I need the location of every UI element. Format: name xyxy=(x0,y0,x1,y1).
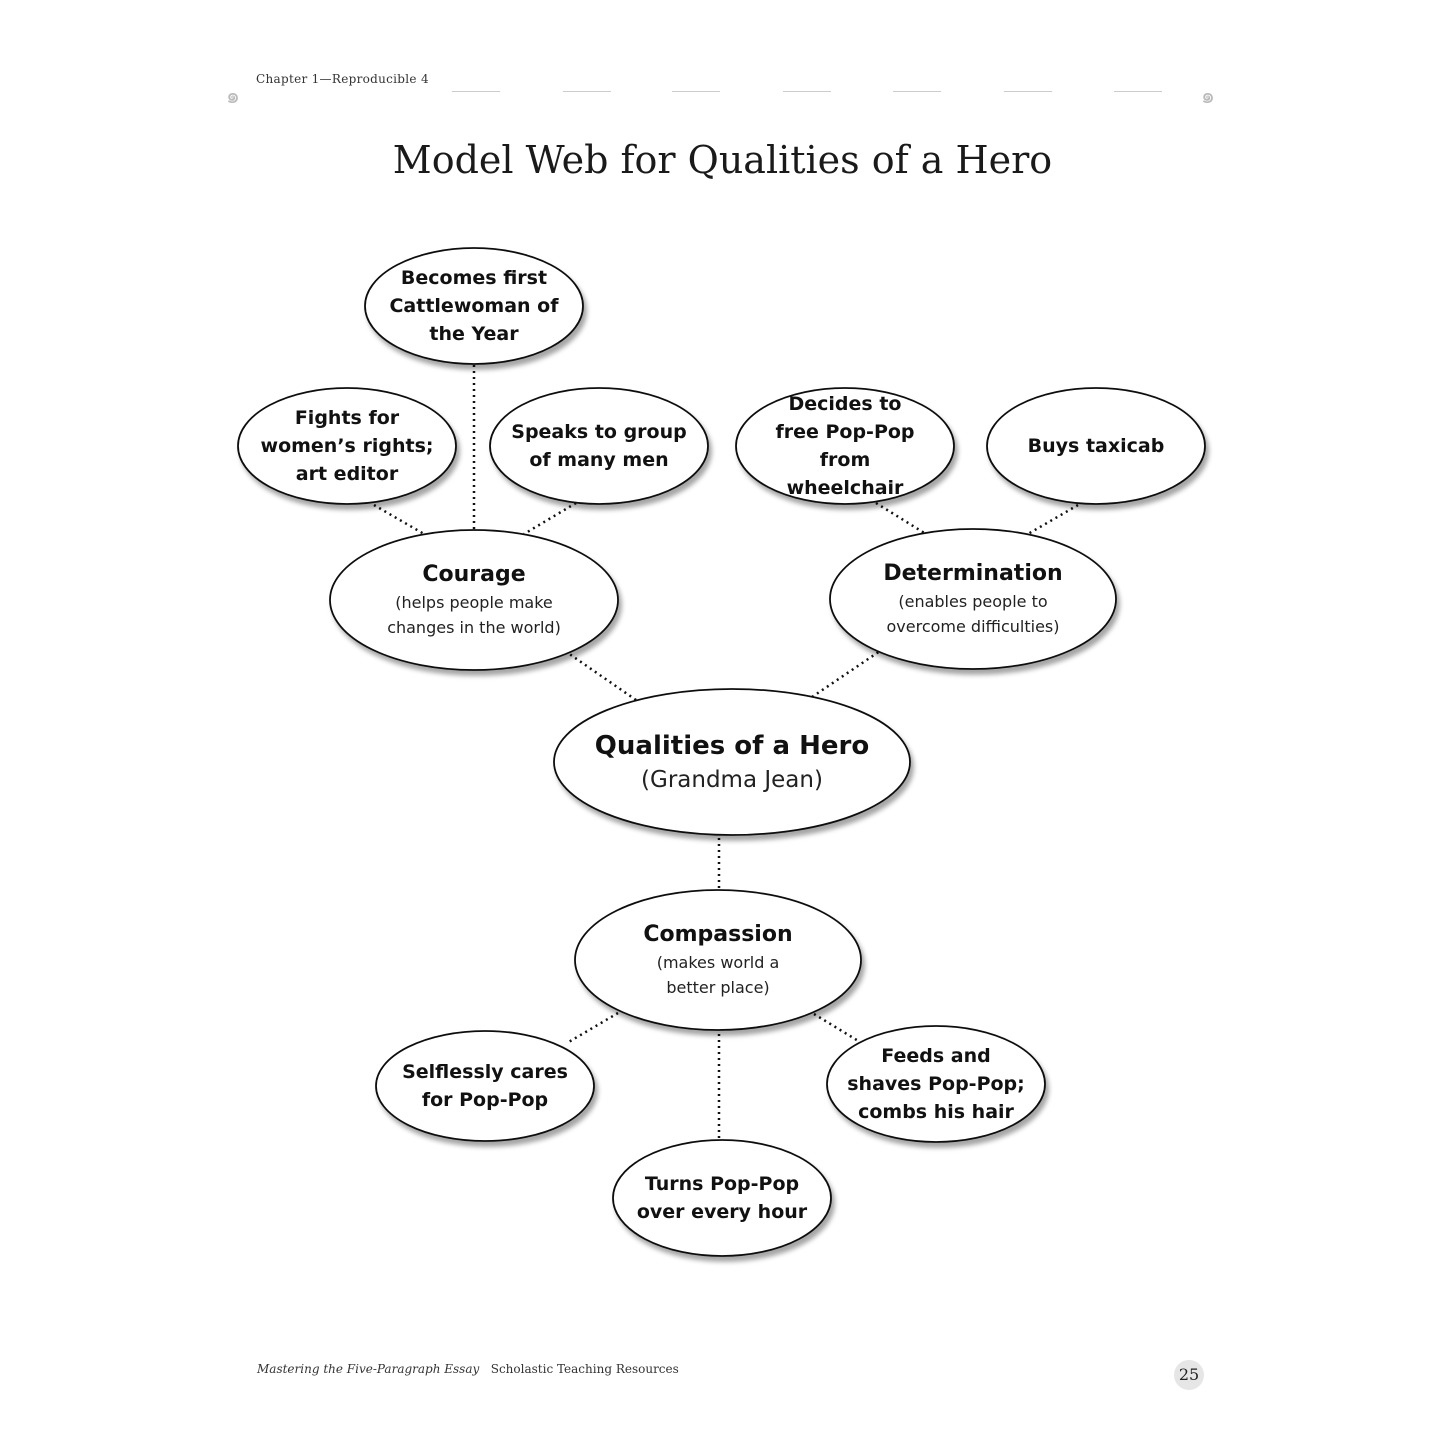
detail-text: Fights for women’s rights; art editor xyxy=(260,407,434,485)
detail-node-wheelchair xyxy=(736,388,954,504)
branch-name: Courage xyxy=(422,562,526,587)
footer-book-title: Mastering the Five-Paragraph Essay xyxy=(257,1362,480,1376)
detail-node-taxicab xyxy=(987,388,1205,504)
detail-node-selflessly-cares xyxy=(376,1031,594,1141)
branch-description: (helps people make changes in the world) xyxy=(387,593,561,637)
detail-node-turns-pop-pop xyxy=(613,1140,831,1256)
branch-node-courage xyxy=(330,530,618,670)
detail-text: Turns Pop-Pop over every hour xyxy=(636,1173,808,1223)
branch-description: (makes world a better place) xyxy=(656,953,780,997)
center-subtitle: (Grandma Jean) xyxy=(641,767,823,793)
page-number: 25 xyxy=(1174,1360,1204,1390)
center-name: Qualities of a Hero xyxy=(594,731,870,761)
footer-credit xyxy=(257,1362,679,1376)
detail-text: Buys taxicab xyxy=(1027,435,1165,457)
detail-text: Feeds and shaves Pop-Pop; combs his hair xyxy=(847,1045,1025,1123)
footer-publisher: Scholastic Teaching Resources xyxy=(490,1362,679,1376)
detail-node-cattlewoman xyxy=(365,248,583,364)
detail-node-feeds-and-shaves xyxy=(827,1026,1045,1142)
branch-node-compassion xyxy=(575,890,861,1030)
branch-node-determination xyxy=(830,529,1116,669)
swirl-ornament-left-icon: ๑ xyxy=(226,84,240,109)
branch-name: Determination xyxy=(883,561,1063,586)
detail-text: Speaks to group of many men xyxy=(511,421,687,471)
center-node xyxy=(554,689,910,835)
branch-description: (enables people to overcome difficulties) xyxy=(886,592,1060,636)
detail-node-speaks-to-group xyxy=(490,388,708,504)
detail-text: Selflessly cares for Pop-Pop xyxy=(402,1061,568,1111)
branch-name: Compassion xyxy=(643,922,793,947)
detail-text: Becomes first Cattlewoman of the Year xyxy=(389,267,559,345)
detail-text: Decides to free Pop-Pop from wheelchair xyxy=(775,393,915,499)
detail-node-womens-rights xyxy=(238,388,456,504)
page-title: Model Web for Qualities of a Hero xyxy=(392,138,1053,182)
chapter-header: Chapter 1—Reproducible 4 xyxy=(256,72,429,86)
swirl-ornament-right-icon: ๑ xyxy=(1201,84,1215,109)
